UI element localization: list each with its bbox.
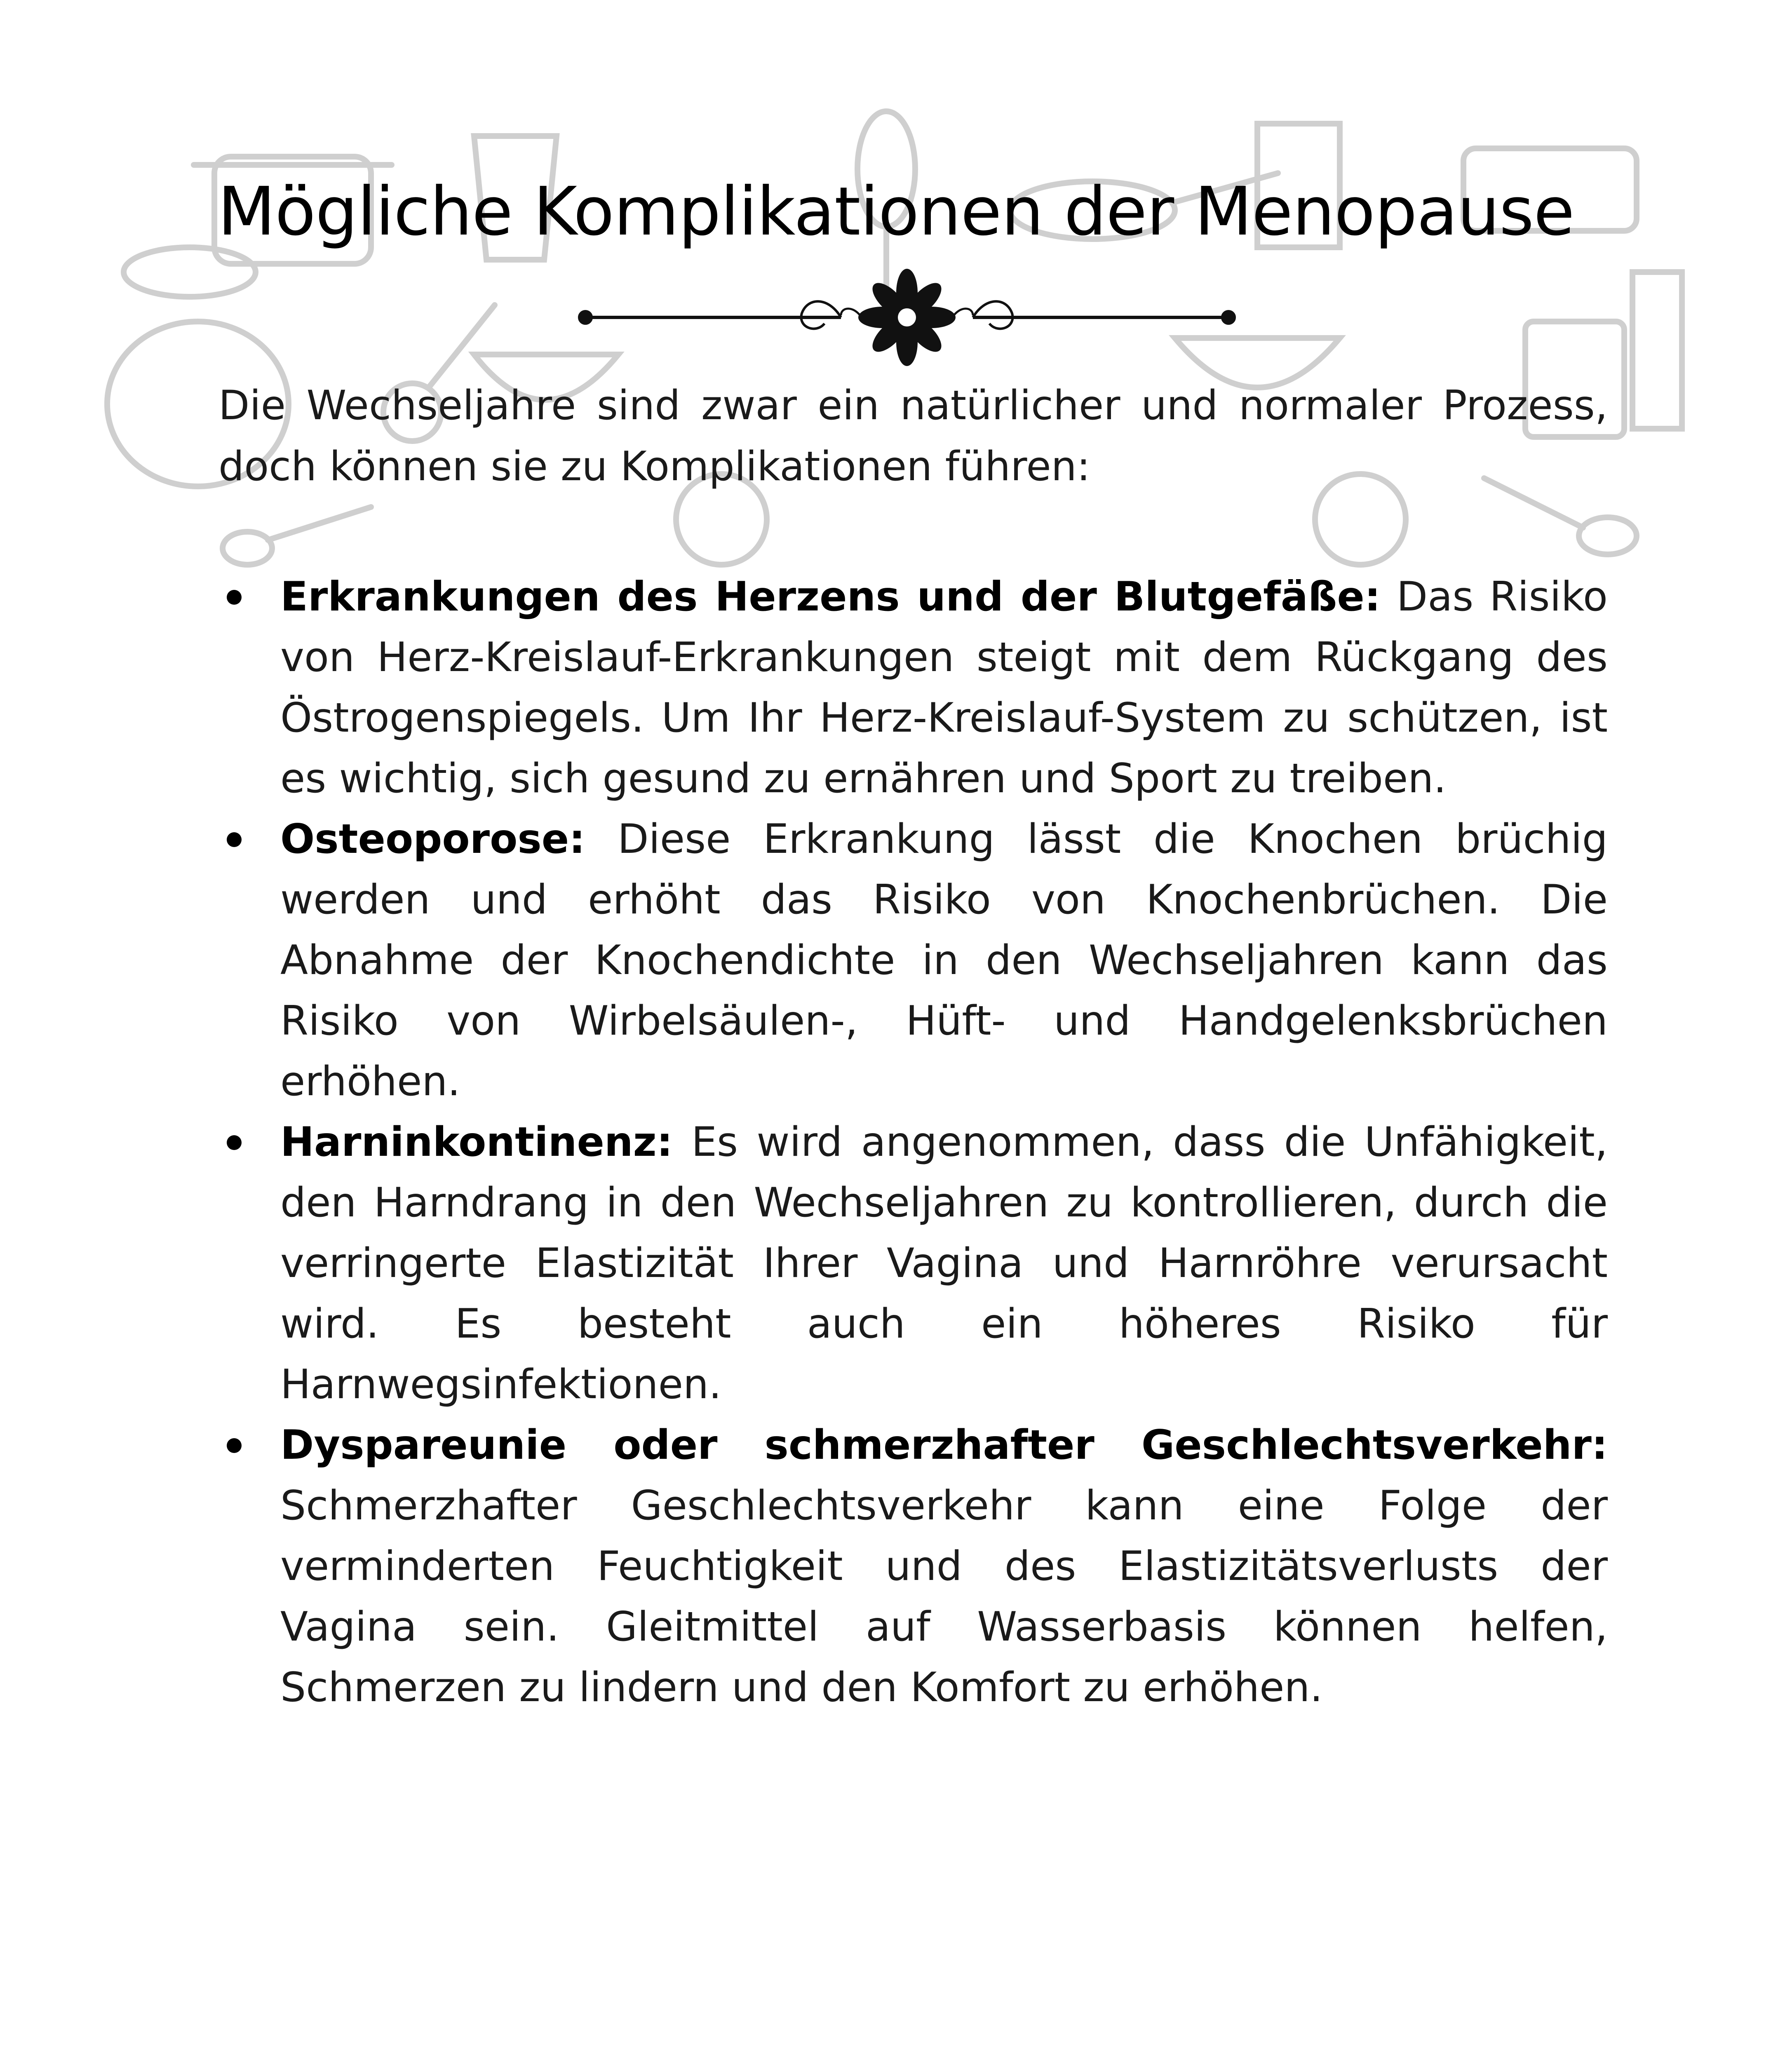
list-item	[218, 1112, 1608, 1415]
list-item-text: Schmerzhafter Geschlechtsverkehr kann eine Folge der verminderten Feuchtigkeit und des Elastizitätsverlusts der Vagina sein. Gleitmittel auf Wasserbasis können helfen, Schmerzen zu lindern und den Komfort zu erhöhen.	[280, 1482, 1608, 1711]
list-item-term: Osteoporose:	[280, 816, 585, 863]
list-item-text: Das Risiko von Herz-Kreislauf-Erkrankungen steigt mit dem Rückgang des Östrogenspiegels. Um Ihr Herz-Kreislauf-System zu schützen, ist es wichtig, sich gesund zu ernähren und Sport zu treiben.	[280, 573, 1608, 802]
bullet-icon	[227, 1135, 242, 1150]
list-item-text: Es wird angenommen, dass die Unfähigkeit, den Harndrang in den Wechseljahren zu kontrollieren, durch die verringerte Elastizität Ihrer Vagina und Harnröhre verursacht wird. Es besteht auch ein höheres Risiko für Harnwegsinfektionen.	[280, 1119, 1608, 1408]
bullet-icon	[227, 1438, 242, 1453]
list-item-text: Diese Erkrankung lässt die Knochen brüchig werden und erhöht das Risiko von Knochenbrüchen. Die Abnahme der Knochendichte in den Wechseljahren kann das Risiko von Wirbelsäulen-, Hüft- und Handgelenksbrüchen erhöhen.	[280, 816, 1608, 1105]
list-item-term: Harninkontinenz:	[280, 1119, 673, 1166]
bullet-icon	[227, 590, 242, 605]
list-item	[218, 809, 1608, 1112]
complications-list	[218, 567, 1608, 1718]
page-title: Mögliche Komplikationen der Menopause	[218, 173, 1574, 251]
intro-paragraph: Die Wechseljahre sind zwar ein natürlicher und normaler Prozess, doch können sie zu Komplikationen führen:	[218, 382, 1608, 490]
list-item	[218, 1415, 1608, 1718]
list-item-term: Erkrankungen des Herzens und der Blutgefäße:	[280, 573, 1381, 620]
flower-ornament-icon	[577, 264, 1237, 371]
list-item-term: Dyspareunie oder schmerzhafter Geschlechtsverkehr:	[280, 1422, 1608, 1469]
bullet-icon	[227, 832, 242, 847]
list-item	[218, 567, 1608, 809]
